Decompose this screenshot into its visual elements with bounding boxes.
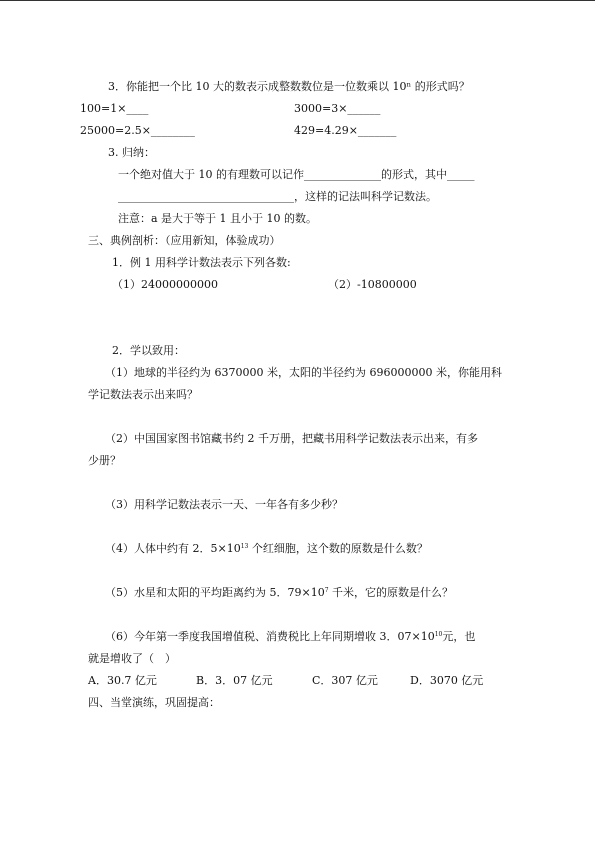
practice-6-line-2: 就是增收了（ ） [88, 652, 176, 665]
option-a: A．30.7 亿元 [88, 674, 157, 687]
summary-line-1: 一个绝对值大于 10 的有理数可以记作______________的形式，其中_____ [118, 168, 475, 181]
example1-heading: 1．例 1 用科学计数法表示下列各数: [112, 256, 291, 269]
example1-item-1: （1）24000000000 [112, 278, 218, 291]
exponent: 7 [324, 587, 329, 594]
exponent: 10 [434, 631, 443, 638]
practice-4: （4）人体中约有 2．$5\times 10^{13}$ 个红细胞，这个数的原数是什么数？ [105, 542, 428, 555]
practice-6-line-1: （6）今年第一季度我国增值税、消费税比上年同期增收 3．$07\times 10^{10}$元，也 [105, 630, 476, 643]
summary-note: 注意：a 是大于等于 1 且小于 10 的数。 [118, 212, 318, 225]
practice-1-line-1: （1）地球的半径约为 6370000 米，太阳的半径约为 696000000 米，你能用科 [105, 366, 502, 379]
summary-heading: 3. 归纳： [108, 146, 155, 159]
practice-5: （5）水星和太阳的平均距离约为 5．$79\times 10^7$ 千米，它的原数是什么？ [105, 586, 454, 599]
practice-2-line-1: （2）中国国家图书馆藏书约 2 千万册，把藏书用科学记数法表示出来，有多 [105, 432, 478, 445]
q3-equation-3: 25000=2.5×________ [80, 124, 195, 137]
q3-equation-1: 100=1×____ [80, 102, 149, 115]
option-b: B．3．07 亿元 [196, 674, 273, 687]
q3-equation-4: 429=4.29×_______ [294, 124, 397, 137]
practice-1-line-2: 学记数法表示出来吗？ [88, 388, 198, 401]
example1-item-2: （2）-10800000 [328, 278, 417, 291]
q3-question: 3．你能把一个比 10 大的数表示成整数数位是一位数乘以 10ⁿ 的形式吗？ [108, 80, 470, 93]
option-c: C．307 亿元 [312, 674, 378, 687]
practice-heading: 2．学以致用： [112, 344, 185, 357]
summary-line-2: ________________________________，这样的记法叫科学记数法。 [118, 190, 437, 203]
practice-3: （3）用科学记数法表示一天、一年各有多少秒？ [105, 498, 343, 511]
option-d: D．3070 亿元 [410, 674, 484, 687]
page-top-border [0, 0, 595, 1]
section4-title: 四、当堂演练，巩固提高： [88, 696, 220, 709]
practice-2-line-2: 少册？ [88, 454, 121, 467]
exponent: 13 [240, 543, 249, 550]
q3-equation-2: 3000=3×______ [294, 102, 381, 115]
section3-title: 三、典例剖析：（应用新知，体验成功） [88, 234, 281, 247]
